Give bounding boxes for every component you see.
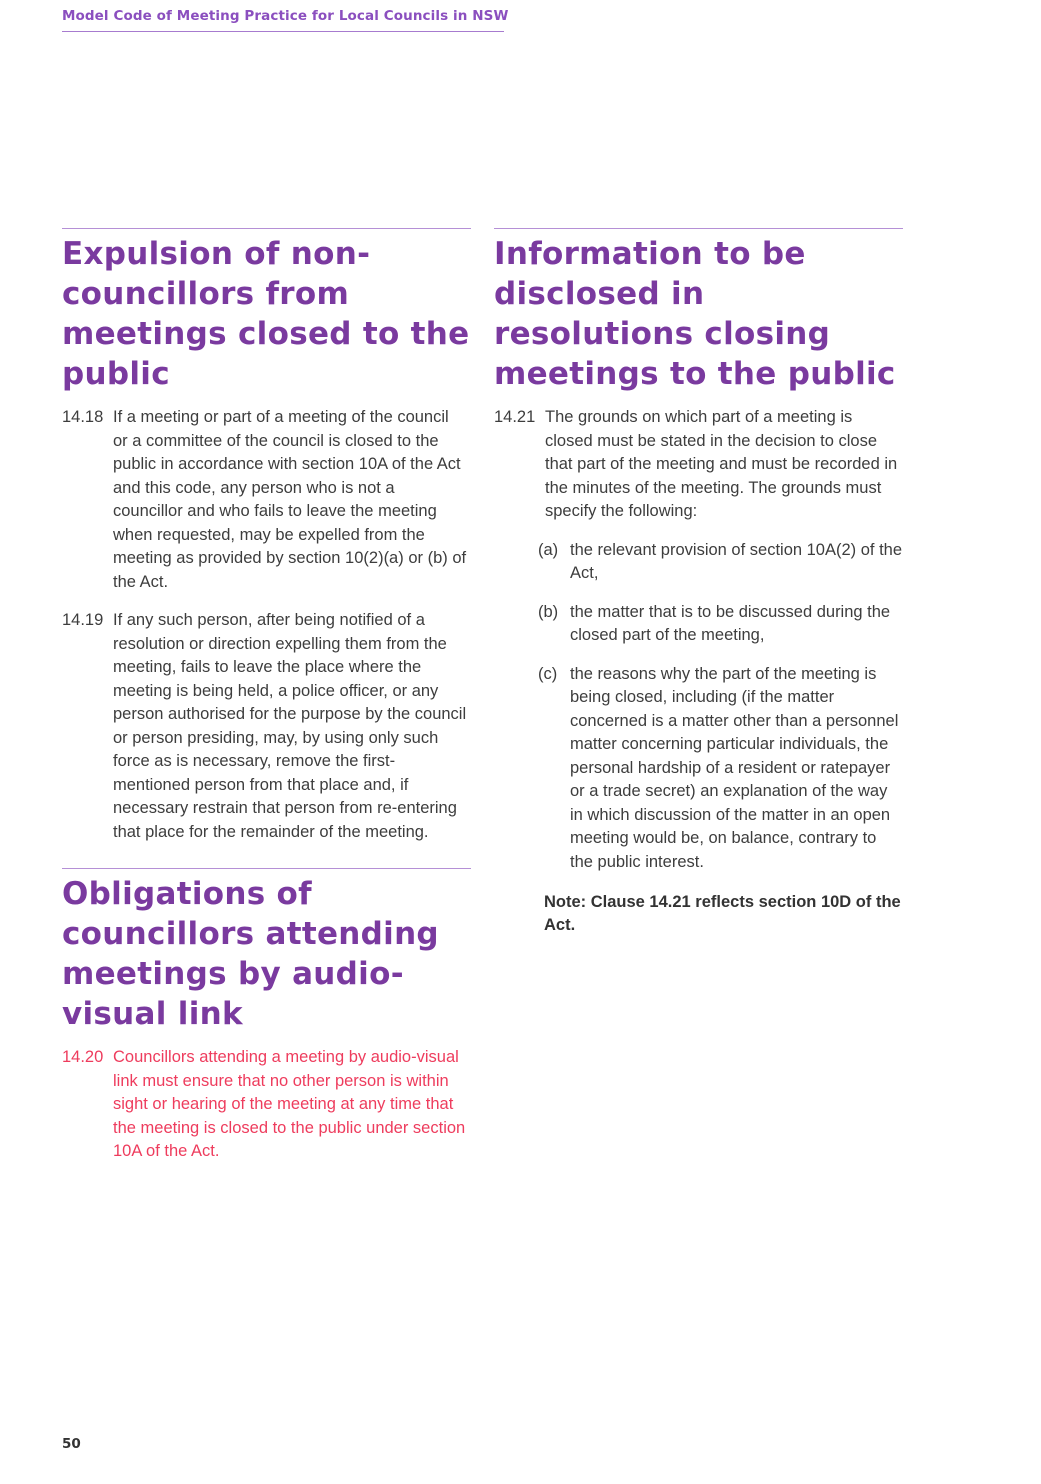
subitem-b — [538, 601, 903, 648]
subitem-c — [538, 663, 903, 875]
subitem-text: the reasons why the part of the meeting is being closed, including (if the matter concerned is a matter other than a personnel matter concerning particular individuals, the personal hardship of a resident or ratepayer or a trade secret) an explanation of the way in which discussion of the matter in an open meeting would be, on balance, contrary to the public interest. — [570, 664, 899, 871]
subitem-label: (b) — [538, 602, 559, 621]
clause-number: 14.18 — [62, 408, 104, 426]
section-information-disclosed — [494, 228, 903, 938]
clause-number: 14.20 — [62, 1048, 104, 1066]
running-header: Model Code of Meeting Practice for Local Councils in NSW — [62, 8, 504, 32]
clause-number: 14.21 — [494, 408, 536, 426]
clause-text: If a meeting or part of a meeting of the council or a committee of the council is closed to the public in accordance with section 10A of the Act and this code, any person who is not a councillor and who fails to leave the meeting when requested, may be expelled from the meeting as provided by section 10(2)(a) or (b) of the Act. — [113, 408, 467, 591]
right-column — [494, 228, 903, 954]
section-heading-obligations: Obligations of councillors attending meetings by audio-visual link — [62, 876, 439, 1032]
section-expulsion — [62, 228, 471, 844]
clause-number: 14.19 — [62, 611, 104, 629]
section-heading-information: Information to be disclosed in resolutions closing meetings to the public — [494, 236, 896, 392]
clause-14-19 — [62, 609, 471, 844]
clause-14-18 — [62, 406, 471, 594]
subitem-text: the matter that is to be discussed during the closed part of the meeting, — [570, 602, 891, 644]
clause-text: The grounds on which part of a meeting is closed must be stated in the decision to close that part of the meeting and must be recorded in the minutes of the meeting. The grounds must specify the following: — [545, 408, 898, 520]
clause-14-21 — [494, 406, 903, 524]
clause-text: Councillors attending a meeting by audio-visual link must ensure that no other person is within sight or hearing of the meeting at any time that the meeting is closed to the public under section 10A of the Act. — [113, 1048, 466, 1160]
page-number: 50 — [62, 1436, 81, 1452]
clause-14-20 — [62, 1046, 471, 1164]
clause-text: If any such person, after being notified of a resolution or direction expelling them from the meeting, fails to leave the place where the meeting is being held, a police officer, or any person authorised for the purpose by the council or person presiding, may, by using only such force as is necessary, remove the first-mentioned person from that place and, if necessary restrain that person from re-entering that place for the remainder of the meeting. — [113, 611, 467, 841]
section-heading-expulsion: Expulsion of non-councillors from meetings closed to the public — [62, 236, 470, 392]
left-column — [62, 228, 471, 1179]
subitem-label: (c) — [538, 664, 558, 683]
subitem-a — [538, 539, 903, 586]
subitem-label: (a) — [538, 540, 559, 559]
subitem-list — [538, 539, 903, 875]
subitem-text: the relevant provision of section 10A(2) of the Act, — [570, 540, 903, 582]
clause-note: Note: Clause 14.21 reflects section 10D of the Act. — [544, 892, 901, 934]
section-obligations-audio-visual — [62, 868, 471, 1164]
